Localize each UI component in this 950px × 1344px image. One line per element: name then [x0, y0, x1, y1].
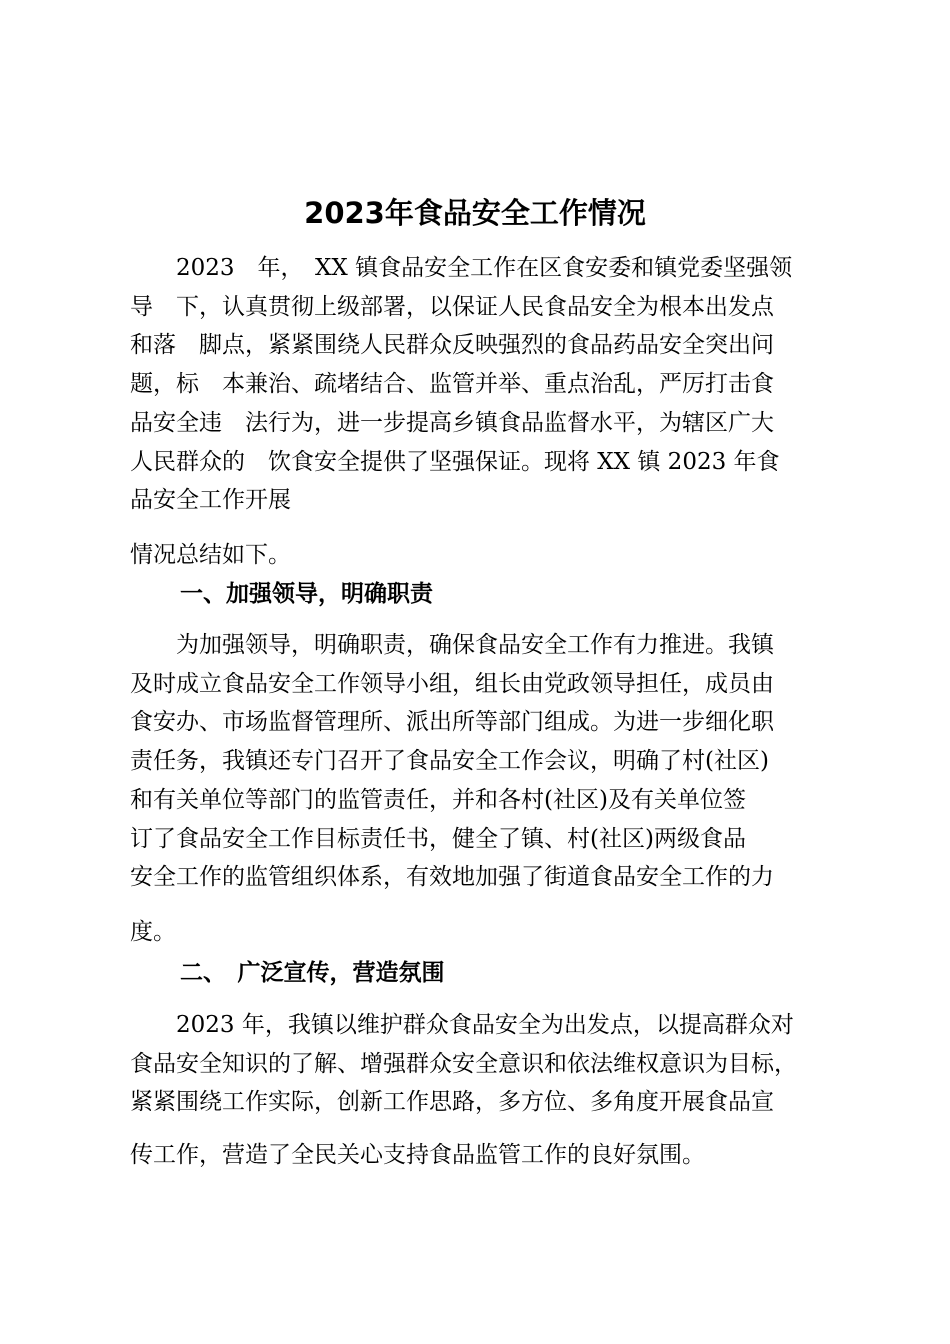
intro-paragraph [130, 249, 830, 520]
text-line: 紧紧围绕工作实际，创新工作思路，多方位、多角度开展食品宣 [130, 1089, 774, 1116]
text-line: 及时成立食品安全工作领导小组，组长由党政领导担任，成员由 [130, 670, 774, 697]
text-line: 品安全工作开展 [130, 487, 291, 514]
text-line: 为加强领导，明确职责，确保食品安全工作有力推进。我镇 [130, 632, 774, 658]
text-line: 食安办、市场监督管理所、派出所等部门组成。为进一步细化职 [130, 709, 774, 736]
text-line: 2023 年，我镇以维护群众食品安全为出发点，以提高群众对 [130, 1012, 794, 1038]
text-line: 题，标 本兼治、疏堵结合、监管并举、重点治乱，严厉打击食 [130, 371, 774, 398]
text-line: 和落 脚点，紧紧围绕人民群众反映强烈的食品药品安全突出问 [130, 332, 774, 359]
section-2-heading: 二、 广泛宣传，营造氛围 [180, 960, 445, 986]
section-2-paragraph-tail [130, 1136, 830, 1175]
text-line: 和有关单位等部门的监管责任，并和各村(社区)及有关单位签 [130, 786, 746, 813]
section-1-heading: 一、加强领导，明确职责 [180, 581, 433, 607]
document-title: 2023年食品安全工作情况 [304, 196, 646, 230]
text-line: 责任务，我镇还专门召开了食品安全工作会议，明确了村(社区) [130, 748, 769, 775]
section-1-paragraph [130, 626, 830, 897]
text-line: 度。 [130, 919, 176, 945]
text-line: 订了食品安全工作目标责任书，健全了镇、村(社区)两级食品 [130, 825, 746, 852]
text-line: 2023 年， XX 镇食品安全工作在区食安委和镇党委坚强领 [130, 255, 793, 281]
section-1-paragraph-tail [130, 913, 830, 952]
text-line: 传工作，营造了全民关心支持食品监管工作的良好氛围。 [130, 1142, 705, 1168]
text-line: 情况总结如下。 [130, 542, 291, 568]
text-line: 人民群众的 饮食安全提供了坚强保证。现将 XX 镇 2023 年食 [130, 448, 780, 475]
text-line: 食品安全知识的了解、增强群众安全意识和依法维权意识为目标， [130, 1050, 797, 1077]
intro-paragraph-tail [130, 536, 830, 575]
text-line: 品安全违 法行为，进一步提高乡镇食品监督水平，为辖区广大 [130, 409, 774, 436]
section-2-paragraph [130, 1006, 830, 1122]
text-line: 安全工作的监管组织体系，有效地加强了街道食品安全工作的力 [130, 864, 774, 891]
text-line: 导 下，认真贯彻上级部署，以保证人民食品安全为根本出发点 [130, 293, 774, 320]
